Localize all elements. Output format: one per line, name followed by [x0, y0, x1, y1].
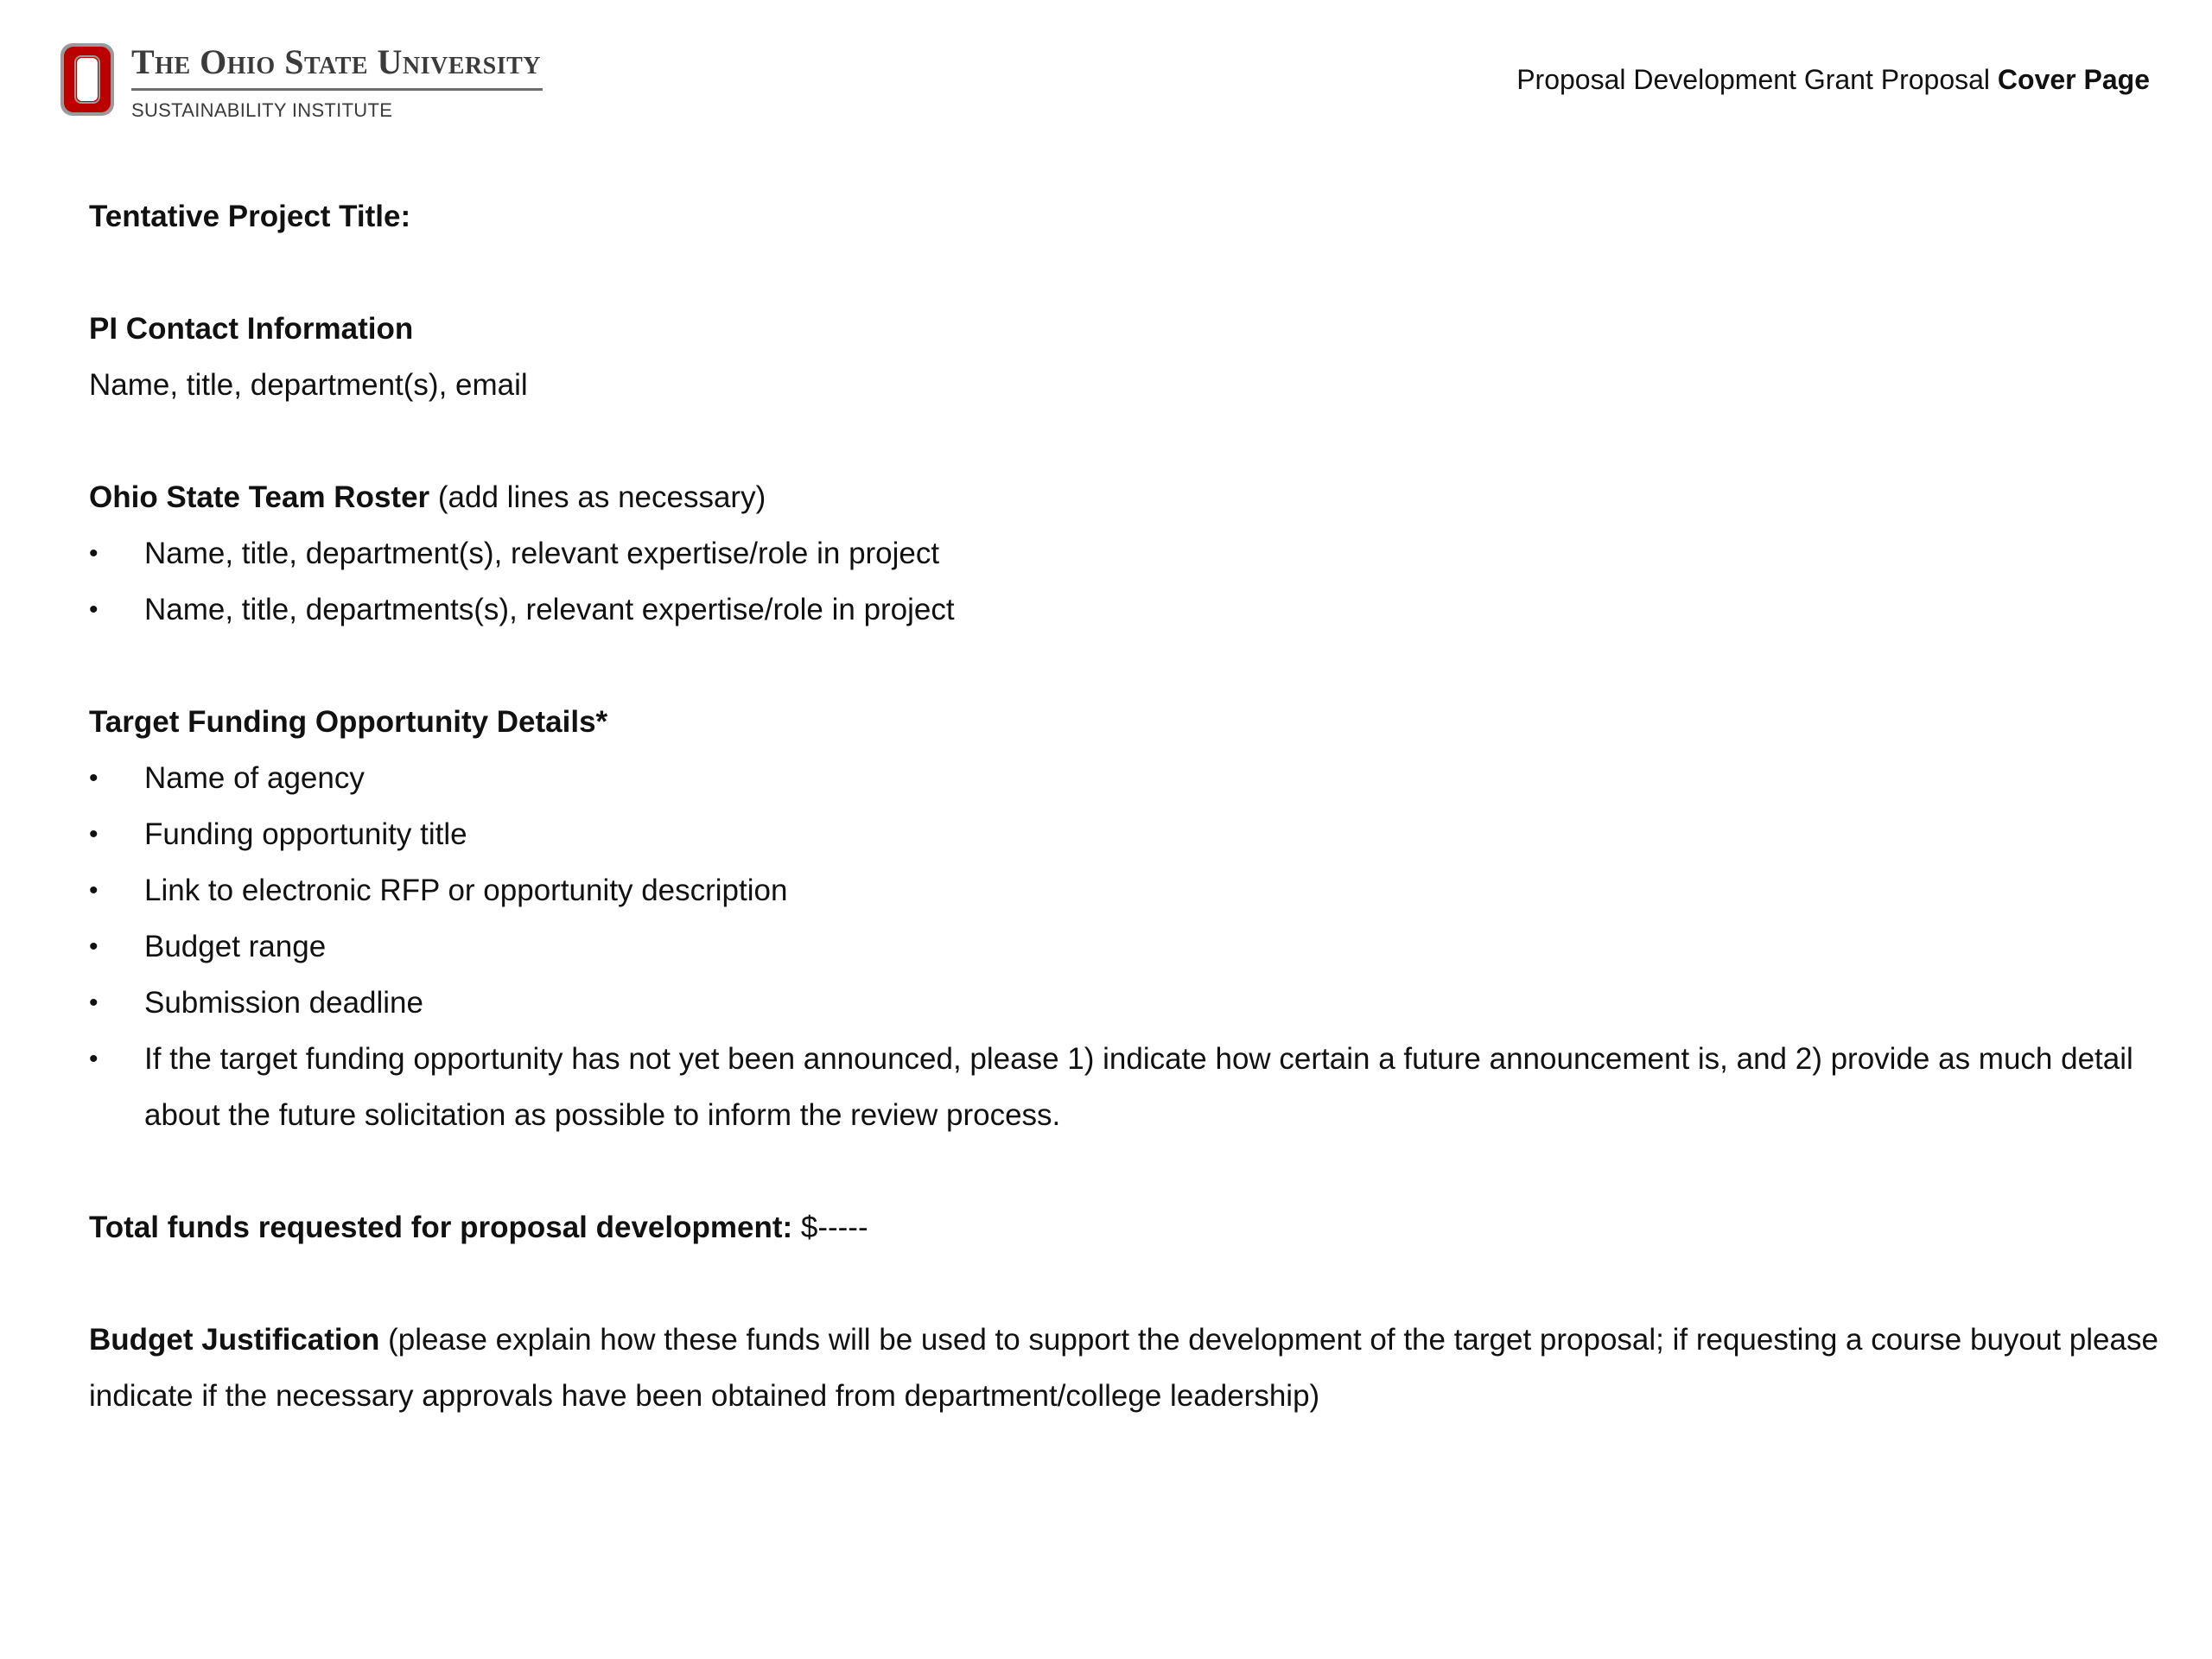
team-roster-title: Ohio State Team Roster	[89, 480, 430, 514]
list-item-text: Funding opportunity title	[144, 817, 467, 851]
list-item-text: Submission deadline	[144, 986, 423, 1020]
list-item	[89, 862, 2163, 918]
list-item	[89, 525, 2163, 582]
total-funds-line	[89, 1199, 2163, 1255]
list-item-text: Name of agency	[144, 761, 365, 795]
list-item	[89, 582, 2163, 638]
logo-divider	[131, 88, 543, 91]
document-label	[1516, 66, 2150, 93]
bullet-icon: •	[89, 932, 99, 961]
total-funds-label: Total funds requested for proposal development:	[89, 1211, 793, 1244]
list-item-text: Budget range	[144, 930, 327, 963]
logo-text	[131, 42, 543, 122]
funding-details-list	[89, 750, 2163, 1143]
team-roster-note: (add lines as necessary)	[429, 480, 766, 514]
list-item	[89, 750, 2163, 806]
list-item-text: Name, title, departments(s), relevant expertise/role in project	[144, 593, 955, 626]
budget-justification	[89, 1312, 2163, 1424]
team-roster-list	[89, 525, 2163, 638]
pi-contact-text: Name, title, department(s), email	[89, 368, 528, 402]
bullet-icon: •	[89, 1045, 99, 1073]
document-label-bold: Cover Page	[1997, 64, 2150, 95]
list-item-text: If the target funding opportunity has not yet been announced, please 1) indicate how certain a future announcement is, and 2) provide as much detail about the future solicitation as possible to inform the review process.	[144, 1042, 2133, 1132]
list-item-text: Link to electronic RFP or opportunity description	[144, 874, 788, 907]
budget-justification-note: (please explain how these funds will be used to support the development of the target proposal; if requesting a course buyout please indicate if the necessary approvals have been obtained from department/college leadership)	[89, 1323, 2158, 1413]
bullet-icon: •	[89, 764, 99, 792]
bullet-icon: •	[89, 595, 99, 624]
list-item	[89, 918, 2163, 975]
bullet-icon: •	[89, 876, 99, 905]
block-o-icon	[59, 41, 116, 118]
osu-logo	[59, 41, 543, 122]
list-item	[89, 975, 2163, 1031]
logo-subtitle: SUSTAINABILITY INSTITUTE	[131, 99, 393, 121]
logo-title: The Ohio State University	[131, 42, 542, 81]
document-label-regular: Proposal Development Grant Proposal	[1516, 64, 1998, 95]
bullet-icon: •	[89, 539, 99, 568]
pi-contact-heading: PI Contact Information	[89, 312, 414, 346]
list-item	[89, 806, 2163, 862]
cover-page-content	[89, 188, 2163, 1424]
project-title-heading: Tentative Project Title:	[89, 200, 411, 233]
total-funds-value: $-----	[792, 1211, 868, 1244]
budget-justification-heading: Budget Justification	[89, 1323, 380, 1357]
bullet-icon: •	[89, 820, 99, 849]
list-item-text: Name, title, department(s), relevant expertise/role in project	[144, 537, 940, 570]
bullet-icon: •	[89, 988, 99, 1017]
team-roster-heading	[89, 469, 2163, 525]
list-item	[89, 1031, 2201, 1143]
funding-details-heading: Target Funding Opportunity Details*	[89, 705, 608, 739]
